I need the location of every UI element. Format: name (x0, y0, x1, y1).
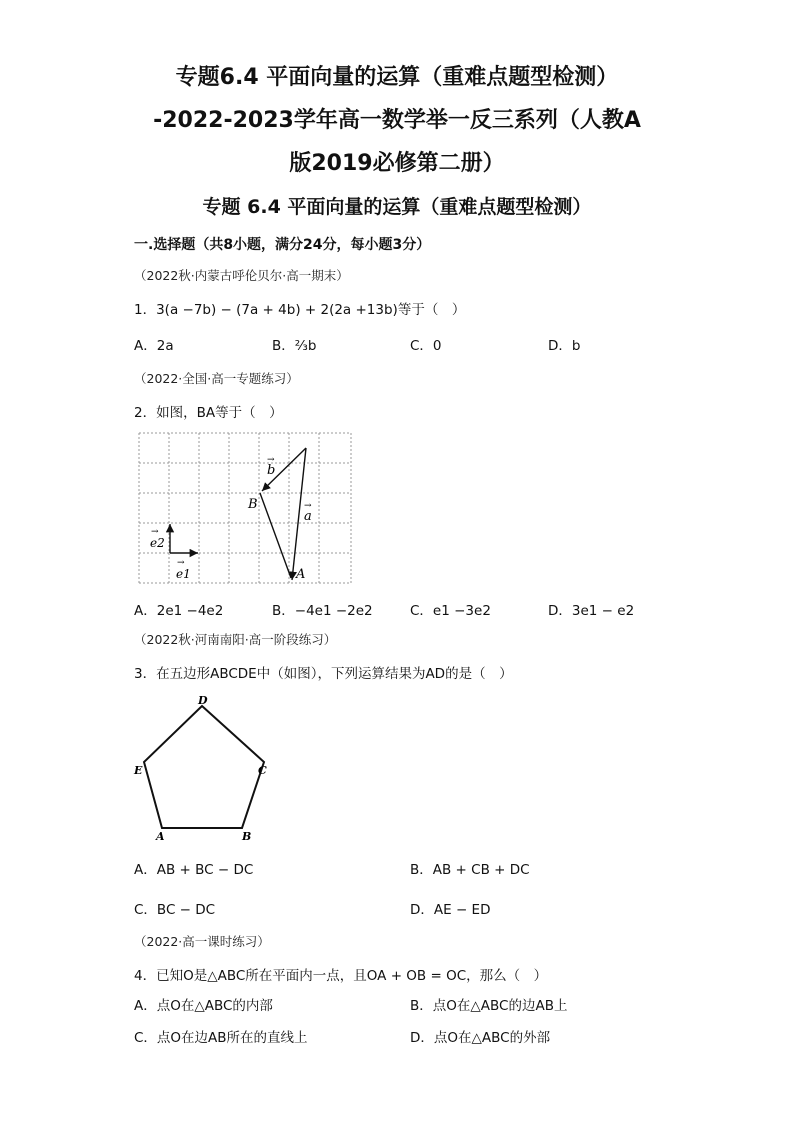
q2-option-b[interactable]: B．−4e1 −2e2 (272, 603, 373, 619)
q4-option-a[interactable]: A．点O在△ABC的内部 (134, 998, 273, 1014)
q3-option-d[interactable]: D．AE − ED (410, 902, 491, 918)
grid-lines (139, 433, 351, 583)
label-B: B (248, 497, 258, 512)
svg-text:→: → (177, 558, 185, 568)
document-title-line1: 专题6.4 平面向量的运算（重难点题型检测） (175, 65, 619, 90)
q3-option-a[interactable]: A．AB + BC − DC (134, 862, 254, 878)
q2-option-d[interactable]: D．3e1 − e2 (548, 603, 635, 619)
label-a: a (304, 509, 312, 524)
label-e2: e2 (150, 536, 165, 550)
vertex-label-C: C (258, 764, 267, 777)
q1-option-b[interactable]: B．⅔b (272, 338, 317, 354)
q4-option-c[interactable]: C．点O在边AB所在的直线上 (134, 1030, 308, 1046)
vertex-label-B: B (242, 830, 252, 842)
q4-source: （2022·高一课时练习） (134, 934, 270, 949)
q3-pentagon-figure (128, 692, 278, 842)
svg-text:→: → (304, 501, 312, 511)
vertex-label-D: D (198, 694, 208, 707)
q1-option-c[interactable]: C．0 (410, 338, 442, 354)
label-b: b (267, 463, 276, 478)
vertex-label-E: E (134, 764, 143, 777)
q2-option-a[interactable]: A．2e1 −4e2 (134, 603, 224, 619)
q4-option-b[interactable]: B．点O在△ABC的边AB上 (410, 998, 568, 1014)
q4-option-d[interactable]: D．点O在△ABC的外部 (410, 1030, 551, 1046)
q2-option-c[interactable]: C．e1 −3e2 (410, 603, 491, 619)
q3-option-c[interactable]: C．BC − DC (134, 902, 216, 918)
label-e1: e1 (176, 567, 191, 581)
q3-option-b[interactable]: B．AB + CB + DC (410, 862, 530, 878)
document-title-line3: 版2019必修第二册） (289, 151, 505, 176)
q1-option-d[interactable]: D．b (548, 338, 581, 354)
section-heading: 一.选择题（共8小题，满分24分，每小题3分） (134, 237, 431, 253)
label-A: A (296, 567, 306, 582)
q3-stem: 3．在五边形ABCDE中（如图），下列运算结果为AD的是（ ） (134, 666, 513, 682)
q2-source: （2022·全国·高一专题练习） (134, 371, 299, 386)
q1-source: （2022秋·内蒙古呼伦贝尔·高一期末） (134, 268, 349, 283)
q1-option-a[interactable]: A．2a (134, 338, 174, 354)
svg-text:→: → (267, 455, 275, 465)
q3-source: （2022秋·河南南阳·高一阶段练习） (134, 632, 337, 647)
q4-stem: 4．已知O是△ABC所在平面内一点，且OA + OB = OC，那么（ ） (134, 968, 548, 984)
q2-grid-figure (138, 432, 354, 586)
q1-stem: 1．3(a −7b) − (7a + 4b) + 2(2a +13b)等于（ ） (134, 302, 466, 318)
q2-stem: 2．如图，BA等于（ ） (134, 405, 283, 421)
segment-ba (260, 493, 291, 578)
document-title-line2: -2022-2023学年高一数学举一反三系列（人教A (153, 108, 641, 133)
svg-text:→: → (151, 527, 159, 537)
vertex-label-A: A (156, 830, 165, 842)
document-subtitle: 专题 6.4 平面向量的运算（重难点题型检测） (202, 196, 592, 218)
pentagon-abcde (144, 706, 264, 828)
